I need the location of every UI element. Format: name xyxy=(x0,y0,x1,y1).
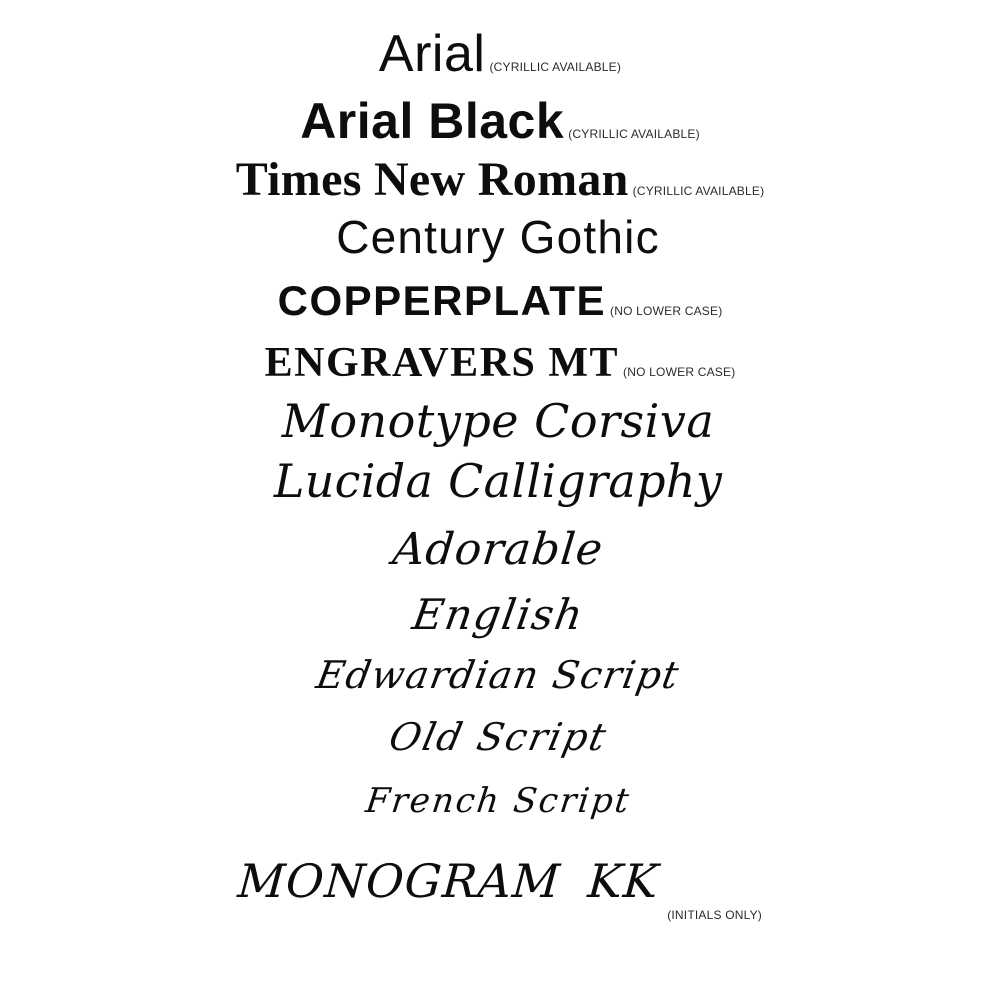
font-note-arial-black: (CYRILLIC AVAILABLE) xyxy=(568,127,700,141)
font-note-engravers-mt: (NO LOWER CASE) xyxy=(623,365,736,379)
monogram-initials: KK xyxy=(586,854,662,908)
font-name-century-gothic: Century Gothic xyxy=(336,211,660,263)
font-sample-row-century-gothic xyxy=(0,211,1000,263)
font-sample-row-french-script xyxy=(0,781,1000,821)
font-name-lucida-calligraphy: Lucida Calligraphy xyxy=(273,454,723,508)
font-sample-row-arial-black xyxy=(0,93,1000,149)
font-name-edwardian-script: Edwardian Script xyxy=(312,653,684,697)
font-note-copperplate: (NO LOWER CASE) xyxy=(610,304,723,318)
font-name-french-script: French Script xyxy=(363,781,633,821)
font-name-engravers-mt: ENGRAVERS MT xyxy=(264,340,620,386)
font-sample-row-copperplate xyxy=(0,277,1000,324)
font-name-times-new-roman: Times New Roman xyxy=(235,153,629,206)
font-name-english: English xyxy=(408,590,588,639)
font-name-old-script: Old Script xyxy=(384,715,612,759)
font-name-monogram: MONOGRAM xyxy=(236,854,563,908)
font-note-monogram: (INITIALS ONLY) xyxy=(667,908,762,922)
font-name-copperplate: COPPERPLATE xyxy=(277,277,607,324)
font-sample-row-engravers-mt xyxy=(0,342,1000,384)
font-sample-row-old-script xyxy=(0,715,1000,759)
font-sample-row-monotype-corsiva xyxy=(0,394,1000,448)
font-note-arial: (CYRILLIC AVAILABLE) xyxy=(489,60,622,74)
font-name-adorable: Adorable xyxy=(390,524,606,575)
font-sample-row-adorable xyxy=(0,524,1000,575)
font-sample-row-times-new-roman xyxy=(0,153,1000,206)
font-name-arial: Arial xyxy=(378,25,486,83)
font-sample-row-edwardian-script xyxy=(0,653,1000,697)
font-name-arial-black: Arial Black xyxy=(300,93,565,149)
font-name-monotype-corsiva: Monotype Corsiva xyxy=(281,394,715,448)
font-sample-row-lucida-calligraphy xyxy=(0,454,1000,508)
font-note-times-new-roman: (CYRILLIC AVAILABLE) xyxy=(632,184,765,198)
font-sample-row-monogram xyxy=(0,854,1000,922)
font-sample-row-arial xyxy=(0,25,1000,83)
font-sample-row-english xyxy=(0,590,1000,639)
